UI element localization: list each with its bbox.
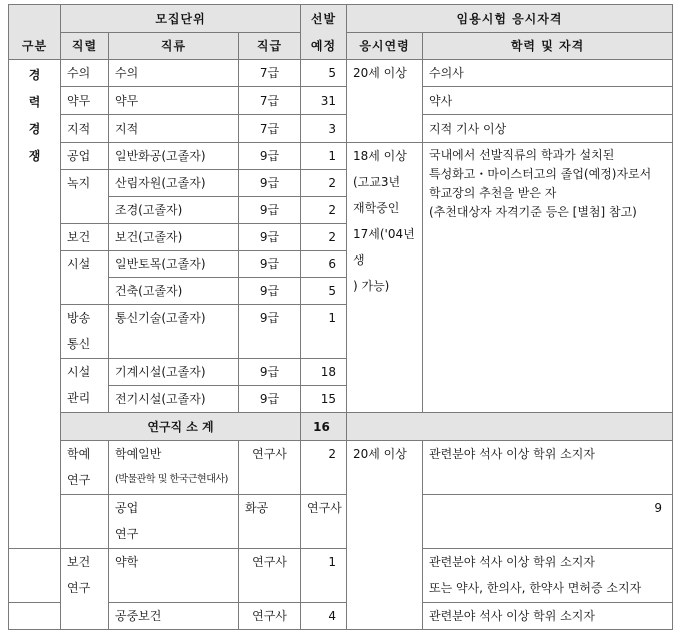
class-cell: 조경(고졸자) — [109, 197, 239, 224]
series-cell — [61, 305, 109, 359]
count-cell: 2 — [301, 170, 347, 197]
gubun-research-blank — [9, 549, 61, 603]
hs-age-line: (고교3년 — [353, 175, 401, 189]
header-seonbal-2: 예정 — [301, 33, 347, 60]
gubun-char-3: 경 — [28, 122, 41, 136]
class-cell: 수의 — [109, 60, 239, 87]
class-cell: 지적 — [109, 115, 239, 143]
qual-cell — [423, 549, 673, 603]
grade-cell: 연구사 — [239, 549, 301, 603]
count-cell: 5 — [301, 278, 347, 305]
count-cell: 2 — [301, 197, 347, 224]
grade-cell: 9급 — [239, 305, 301, 359]
grade-cell: 9급 — [239, 143, 301, 170]
gubun-research-blank — [9, 603, 61, 630]
header-gubun-blank — [9, 5, 61, 33]
count-cell: 31 — [301, 87, 347, 115]
series-cell — [61, 359, 109, 413]
grade-cell: 9급 — [239, 386, 301, 413]
grade-cell: 9급 — [239, 170, 301, 197]
count-cell: 2 — [301, 224, 347, 251]
qual-line: 관련분야 석사 이상 학위 소지자 — [429, 555, 595, 569]
series-line: 연구 — [115, 527, 139, 541]
series-line: 보건 — [67, 555, 91, 569]
header-qual: 학력 및 자격 — [423, 33, 673, 60]
count-cell: 3 — [301, 115, 347, 143]
header-exam-qual: 임용시험 응시자격 — [347, 5, 673, 33]
gubun-char-2: 력 — [28, 95, 41, 109]
class-cell: 산림자원(고졸자) — [109, 170, 239, 197]
class-cell: 전기시설(고졸자) — [109, 386, 239, 413]
series-cell — [109, 495, 239, 549]
grade-cell: 9급 — [239, 197, 301, 224]
header-gubun: 구분 — [9, 33, 61, 60]
gubun-career — [9, 60, 61, 549]
count-cell: 9 — [423, 495, 673, 549]
series-cell: 공업 — [61, 143, 109, 170]
series-cell: 보건 — [61, 224, 109, 251]
series-line: 연구 — [67, 581, 91, 595]
class-cell: 일반토목(고졸자) — [109, 251, 239, 278]
header-age: 응시연령 — [347, 33, 423, 60]
class-cell: 건축(고졸자) — [109, 278, 239, 305]
series-cell — [61, 441, 109, 495]
hs-age-line: 17세('04년생 — [353, 227, 415, 267]
series-line: 관리 — [67, 391, 91, 405]
count-cell: 6 — [301, 251, 347, 278]
hs-age-line: 18세 이상 — [353, 149, 407, 163]
count-cell: 18 — [301, 359, 347, 386]
grade-cell: 연구사 — [301, 495, 347, 549]
count-cell: 5 — [301, 60, 347, 87]
gubun-char-1: 경 — [28, 68, 41, 82]
count-cell: 2 — [301, 441, 347, 495]
series-line: 학예 — [67, 447, 91, 461]
series-cell: 약무 — [61, 87, 109, 115]
series-line: 방송 — [67, 311, 91, 325]
gubun-research-blank — [61, 495, 109, 549]
grade-cell: 9급 — [239, 359, 301, 386]
grade-cell: 연구사 — [239, 603, 301, 630]
class-cell: 약학 — [109, 549, 239, 603]
class-cell: 통신기술(고졸자) — [109, 305, 239, 359]
header-seonbal-1: 선발 — [301, 5, 347, 33]
highschool-qual-cell — [423, 143, 673, 413]
highschool-age-cell — [347, 143, 423, 413]
grade-cell: 9급 — [239, 224, 301, 251]
series-line: 시설 — [67, 365, 91, 379]
class-line-sub: (박물관학 및 한국근현대사) — [115, 474, 228, 485]
qual-cell: 관련분야 석사 이상 학위 소지자 — [423, 603, 673, 630]
grade-cell: 연구사 — [239, 441, 301, 495]
series-cell: 지적 — [61, 115, 109, 143]
series-cell — [61, 549, 109, 630]
header-jikgeup: 직급 — [239, 33, 301, 60]
count-cell: 1 — [301, 305, 347, 359]
series-line: 연구 — [67, 473, 91, 487]
grade-cell: 9급 — [239, 278, 301, 305]
hs-age-line: ) 가능) — [353, 279, 390, 293]
gubun-char-4: 쟁 — [28, 149, 41, 163]
grade-cell: 9급 — [239, 251, 301, 278]
qual-cell: 관련분야 석사 이상 학위 소지자 — [423, 441, 673, 495]
class-cell: 화공 — [239, 495, 301, 549]
class-cell: 보건(고졸자) — [109, 224, 239, 251]
class-cell: 기계시설(고졸자) — [109, 359, 239, 386]
series-line: 공업 — [115, 501, 139, 515]
age-cell: 20세 이상 — [347, 441, 423, 630]
hs-qual-line: 특성화고・마이스터고의 졸업(예정)자로서 — [429, 167, 652, 181]
hs-age-line: 재학중인 — [353, 201, 400, 215]
age-cell: 20세 이상 — [347, 60, 423, 143]
subtotal-count: 16 — [301, 413, 347, 441]
header-jikryeol: 직렬 — [61, 33, 109, 60]
series-line: 통신 — [67, 337, 91, 351]
qual-cell: 약사 — [423, 87, 673, 115]
grade-cell: 7급 — [239, 60, 301, 87]
hs-qual-line: 국내에서 선발직류의 학과가 설치된 — [429, 148, 615, 162]
hs-qual-line: 학교장의 추천을 받은 자 — [429, 186, 557, 200]
qual-cell: 수의사 — [423, 60, 673, 87]
qual-line: 또는 약사, 한의사, 한약사 면허증 소지자 — [429, 581, 642, 595]
grade-cell: 7급 — [239, 87, 301, 115]
class-cell: 약무 — [109, 87, 239, 115]
count-cell: 4 — [301, 603, 347, 630]
class-cell: 공중보건 — [109, 603, 239, 630]
qual-cell: 지적 기사 이상 — [423, 115, 673, 143]
class-line: 학예일반 — [115, 447, 162, 461]
header-jikryu: 직류 — [109, 33, 239, 60]
recruitment-table — [8, 4, 673, 630]
count-cell: 1 — [301, 549, 347, 603]
subtotal-label: 연구직 소 계 — [61, 413, 301, 441]
header-recruit-unit: 모집단위 — [61, 5, 301, 33]
count-cell: 1 — [301, 143, 347, 170]
class-cell: 일반화공(고졸자) — [109, 143, 239, 170]
series-cell: 녹지 — [61, 170, 109, 224]
series-cell: 수의 — [61, 60, 109, 87]
count-cell: 15 — [301, 386, 347, 413]
hs-qual-line: (추천대상자 자격기준 등은 [별첨] 참고) — [429, 205, 637, 219]
subtotal-blank — [347, 413, 673, 441]
class-cell — [109, 441, 239, 495]
series-cell: 시설 — [61, 251, 109, 305]
grade-cell: 7급 — [239, 115, 301, 143]
